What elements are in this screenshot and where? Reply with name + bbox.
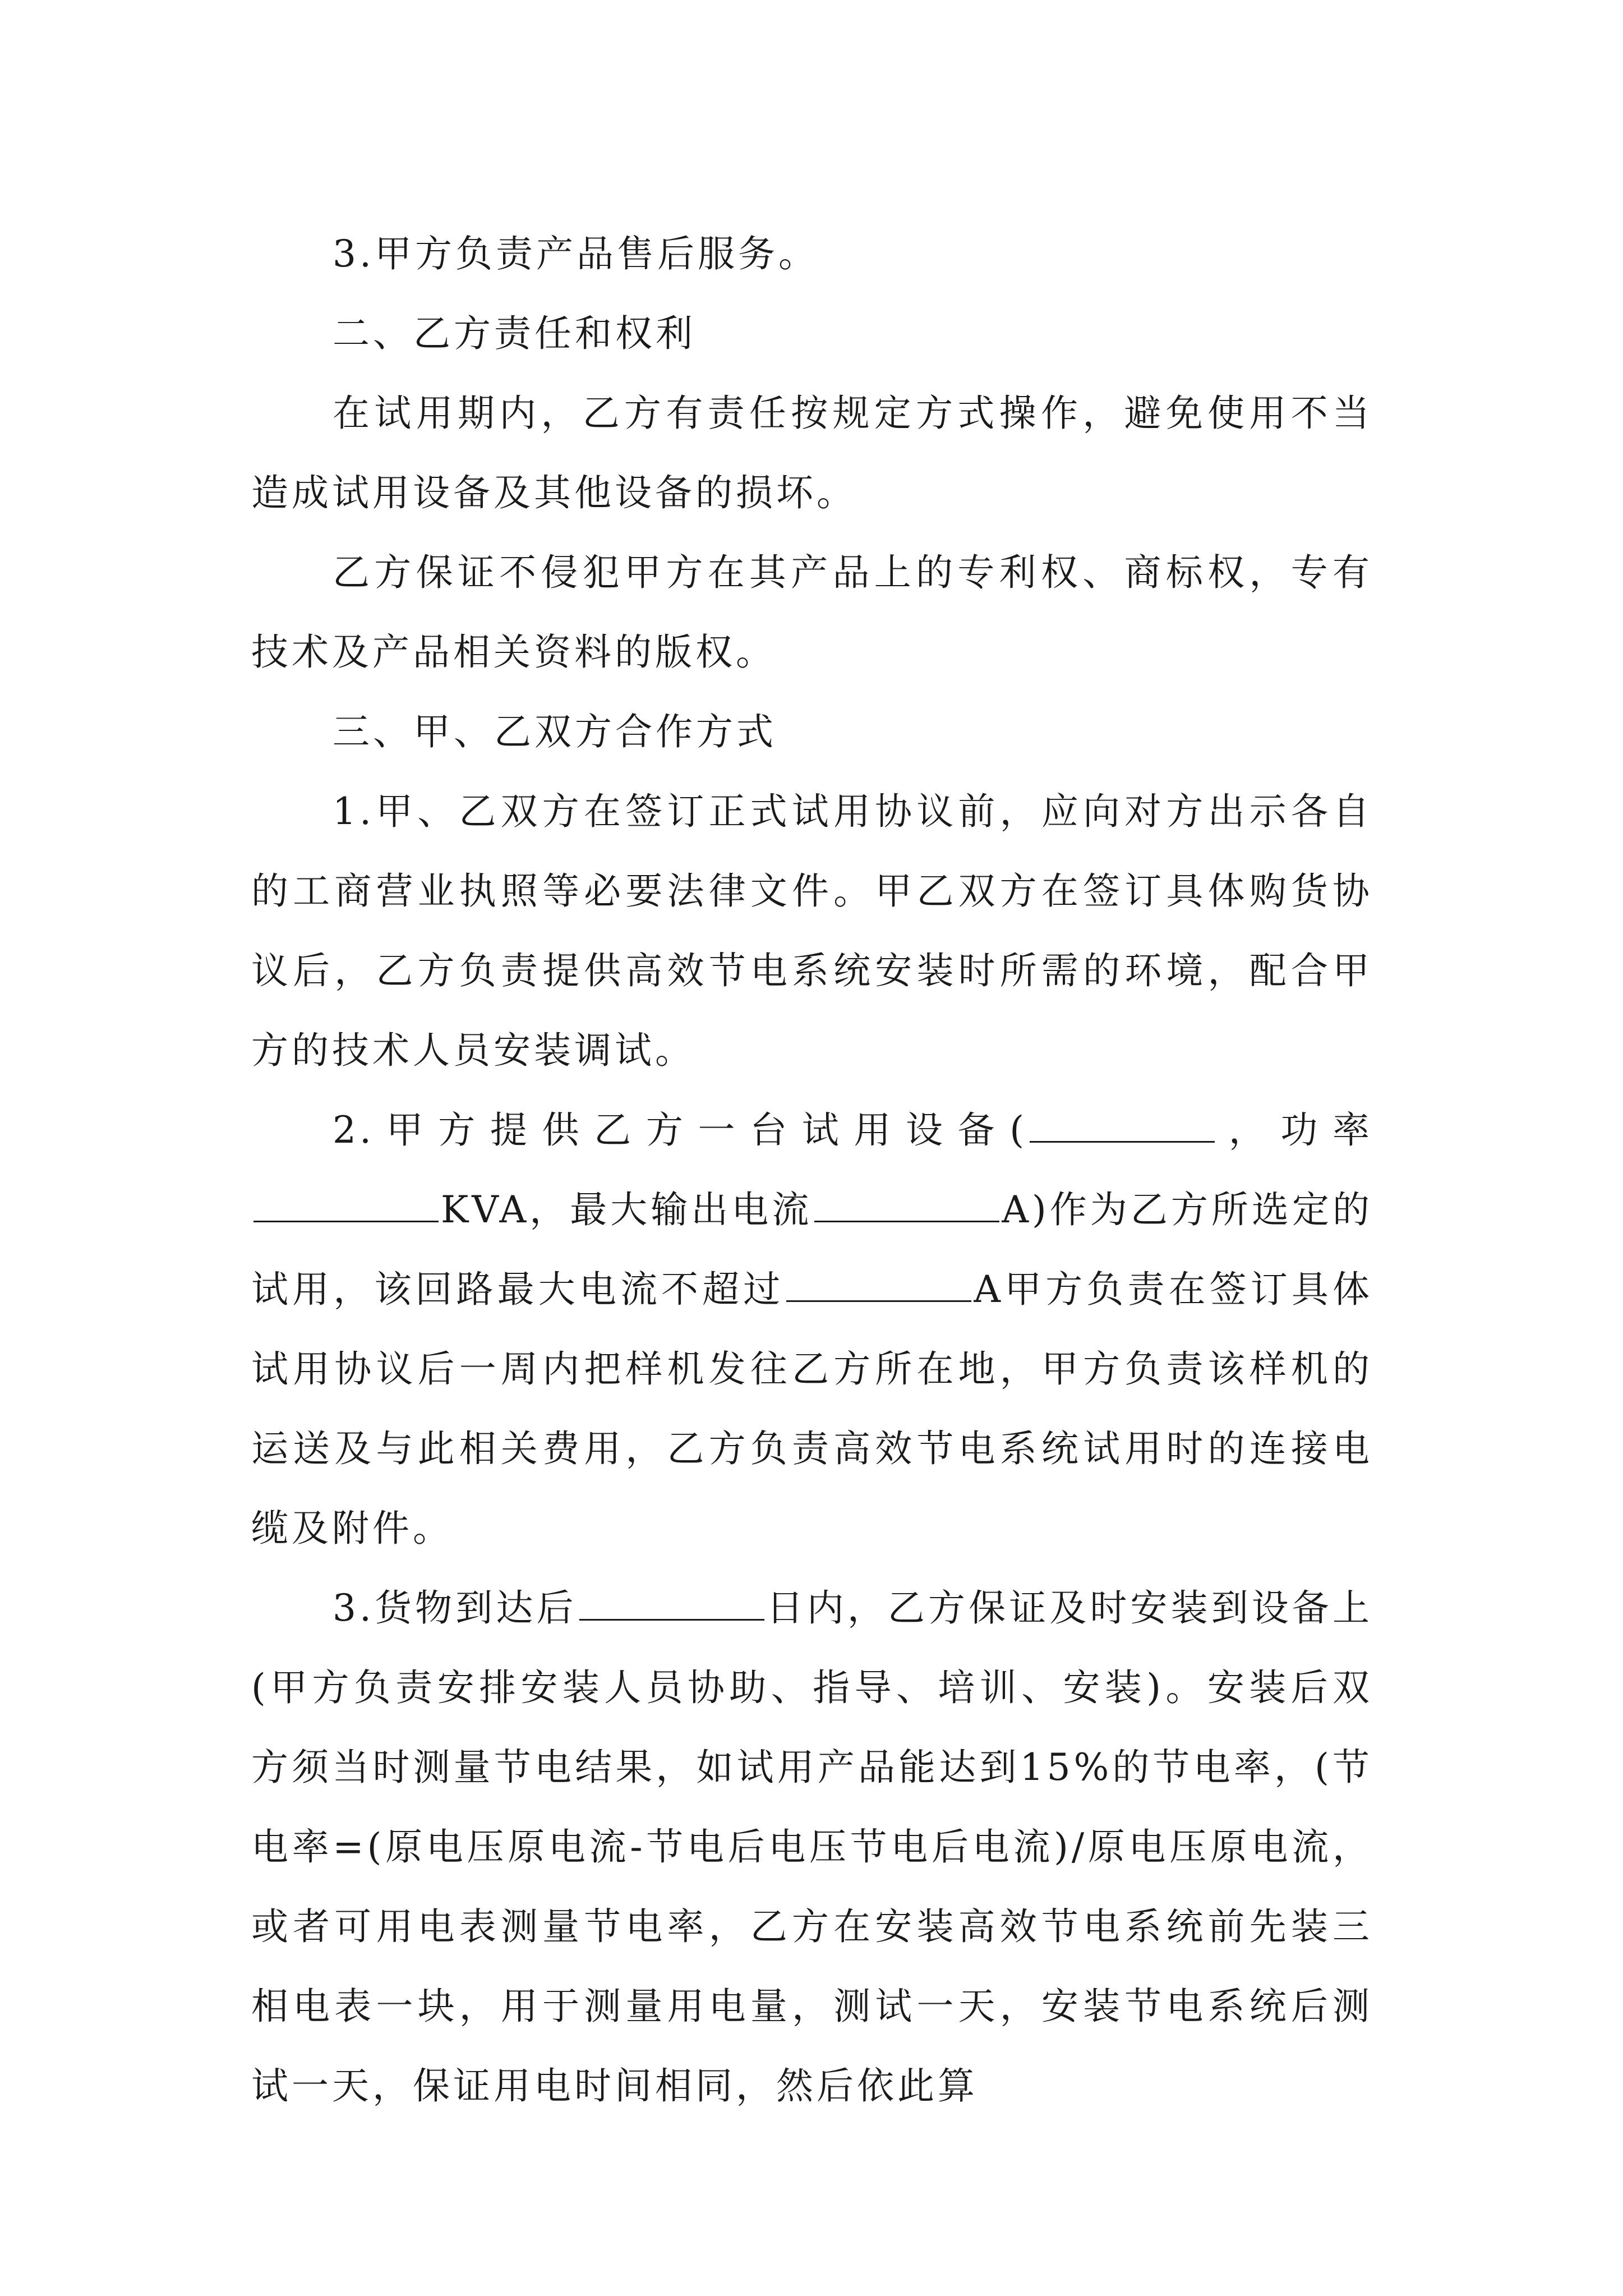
document-page	[251, 214, 1373, 2126]
paragraph-after-sales: 3.甲方负责产品售后服务。	[333, 232, 819, 275]
text-run: ，功率	[1217, 1108, 1373, 1152]
text-run: 2.甲方提供乙方一台试用设备(	[333, 1108, 1028, 1152]
paragraph-installation	[251, 1568, 1373, 2126]
text-run: 日内，乙方保证及时安装到设备上(甲方负责安排安装人员协助、指导、培训、安装)。安装后双方须当时测量节电结果，如试用产品能达到15%的节电率，(节电率=(原电压原电流-节电后电压节电后电流)/原电压原电流，或者可用电表测量节电率，乙方在安装高效节电系统前先装三相电表一块，用于测量用电量，测试一天，安装节电系统后测试一天，保证用电时间相同，然后依此算	[251, 1586, 1373, 2108]
section-heading-cooperation: 三、甲、乙双方合作方式	[333, 710, 777, 753]
text-run: A)作为乙方所选定的试用，该回路最大电流不超过	[251, 1188, 1373, 1311]
blank-power	[253, 1188, 439, 1222]
text-run: KVA，最大输出电流	[441, 1188, 813, 1231]
paragraph-trial-operation: 在试用期内，乙方有责任按规定方式操作，避免使用不当造成试用设备及其他设备的损坏。	[251, 392, 1373, 514]
blank-max-output-current	[814, 1188, 999, 1222]
text-run: A甲方负责在签订具体试用协议后一周内把样机发往乙方所在地，甲方负责该样机的运送及与此相关费用，乙方负责高效节电系统试用时的连接电缆及附件。	[251, 1268, 1373, 1550]
blank-equipment-model	[1030, 1108, 1215, 1143]
blank-days	[579, 1586, 764, 1621]
text-run: 3.货物到达后	[333, 1586, 577, 1630]
section-heading-party-b: 二、乙方责任和权利	[333, 312, 696, 355]
blank-circuit-max-current	[786, 1268, 971, 1302]
paragraph-legal-documents: 1.甲、乙双方在签订正式试用协议前，应向对方出示各自的工商营业执照等必要法律文件。甲乙双方在签订具体购货协议后，乙方负责提供高效节电系统安装时所需的环境，配合甲方的技术人员安装调试。	[251, 790, 1373, 1072]
paragraph-trial-equipment	[251, 1091, 1373, 1568]
paragraph-ip-rights: 乙方保证不侵犯甲方在其产品上的专利权、商标权，专有技术及产品相关资料的版权。	[251, 551, 1373, 674]
